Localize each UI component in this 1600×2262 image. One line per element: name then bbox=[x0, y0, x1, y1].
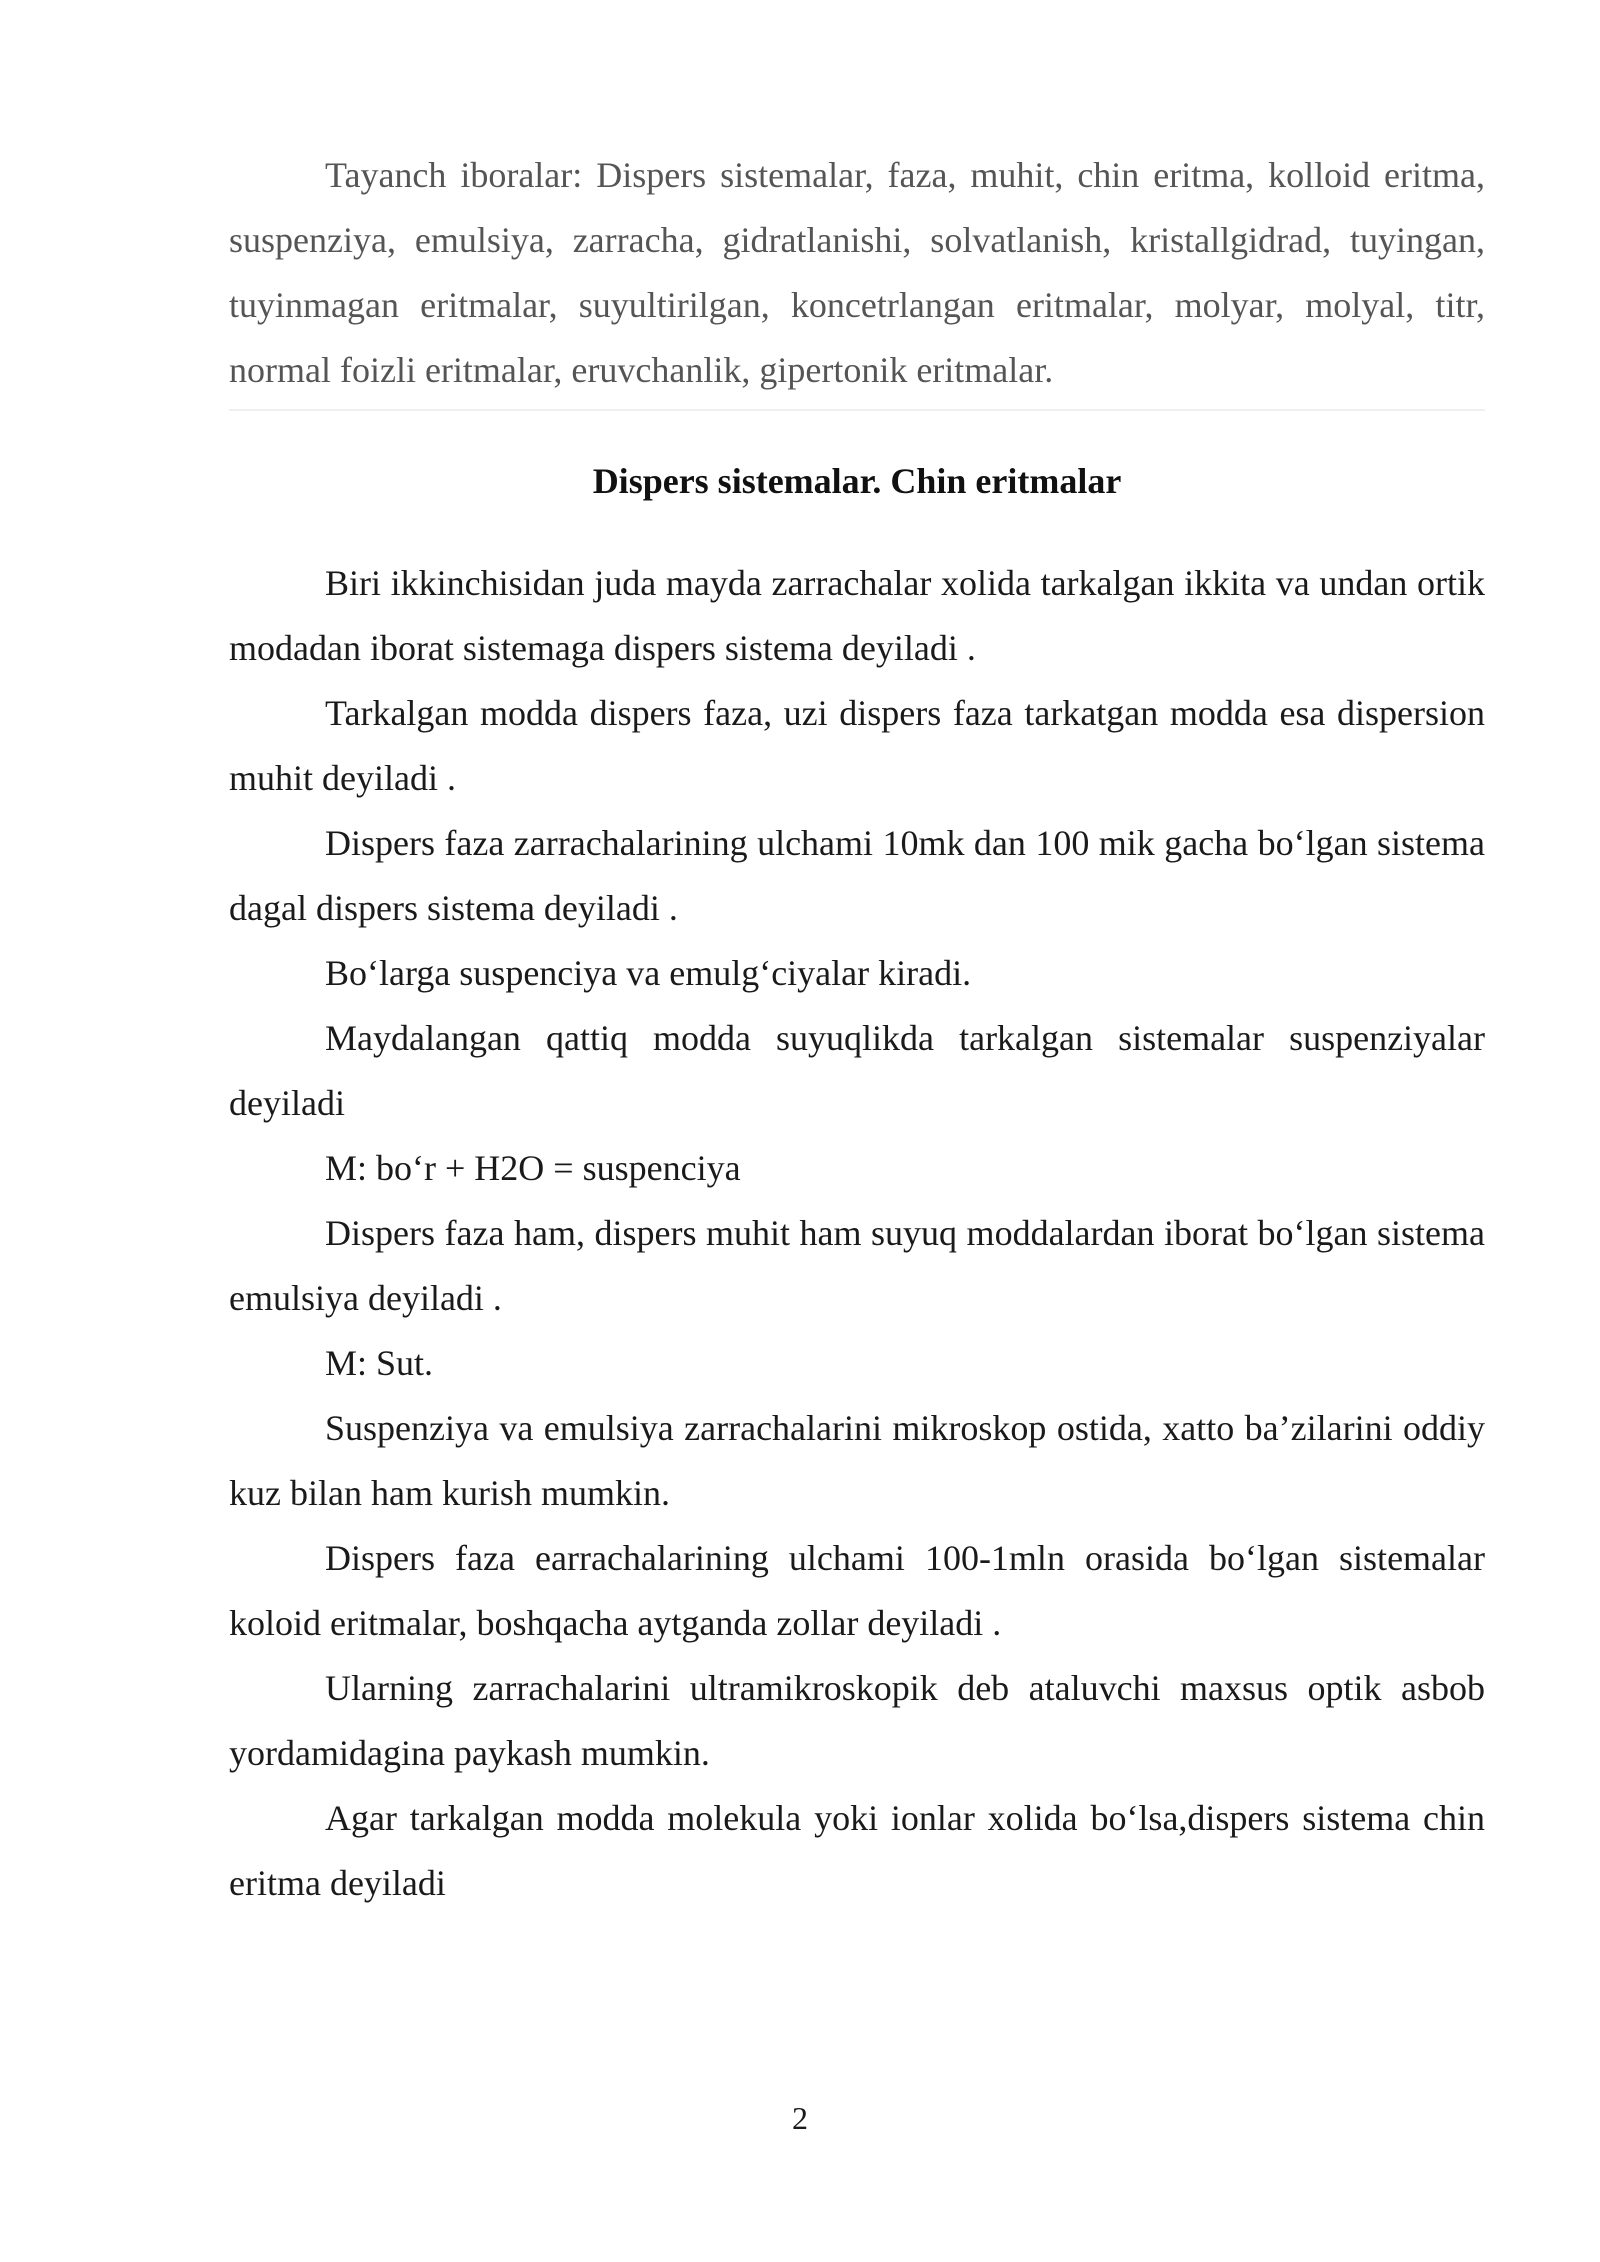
paragraph: Dispers faza earrachalarining ulchami 100-1mln orasida bo‘lgan sistemalar koloid eritmalar, boshqacha aytganda zollar deyiladi . bbox=[229, 1538, 1485, 1643]
example-line: M: Sut. bbox=[325, 1343, 434, 1383]
keywords-paragraph: Tayanch iboralar: Dispers sistemalar, faza, muhit, chin eritma, kolloid eritma, suspenziya, emulsiya, zarracha, gidratlanishi, solvatlanish, kristallgidrad, tuyingan, tuyinmagan eritmalar, suyultirilgan, koncetrlangan eritmalar, molyar, molyal, titr, normal foizli eritmalar, eruvchanlik, gipertonik eritmalar. bbox=[229, 143, 1485, 411]
page-number: 2 bbox=[792, 2100, 808, 2136]
paragraph: Maydalangan qattiq modda suyuqlikda tarkalgan sistemalar suspenziyalar deyiladi bbox=[229, 1018, 1485, 1123]
paragraph: Bo‘larga suspenciya va emulg‘ciyalar kiradi. bbox=[325, 953, 972, 993]
paragraph: Dispers faza zarrachalarining ulchami 10mk dan 100 mik gacha bo‘lgan sistema dagal dispers sistema deyiladi . bbox=[229, 823, 1485, 928]
paragraph: Dispers faza ham, dispers muhit ham suyuq moddalardan iborat bo‘lgan sistema emulsiya deyiladi . bbox=[229, 1213, 1485, 1318]
section-heading: Dispers sistemalar. Chin eritmalar bbox=[592, 461, 1122, 501]
paragraph: Suspenziya va emulsiya zarrachalarini mikroskop ostida, xatto ba’zilarini oddiy kuz bilan ham kurish mumkin. bbox=[229, 1408, 1485, 1513]
paragraph: Agar tarkalgan modda molekula yoki ionlar xolida bo‘lsa,dispers sistema chin eritma deyiladi bbox=[229, 1798, 1485, 1903]
paragraph: Tarkalgan modda dispers faza, uzi dispers faza tarkatgan modda esa dispersion muhit deyiladi . bbox=[229, 693, 1485, 798]
paragraph: Ularning zarrachalarini ultramikroskopik deb ataluvchi maxsus optik asbob yordamidagina paykash mumkin. bbox=[229, 1668, 1485, 1773]
example-line: M: bo‘r + H2O = suspenciya bbox=[325, 1148, 741, 1188]
body-text bbox=[229, 551, 1485, 1916]
paragraph: Biri ikkinchisidan juda mayda zarrachalar xolida tarkalgan ikkita va undan ortik modadan iborat sistemaga dispers sistema deyiladi . bbox=[229, 563, 1485, 668]
